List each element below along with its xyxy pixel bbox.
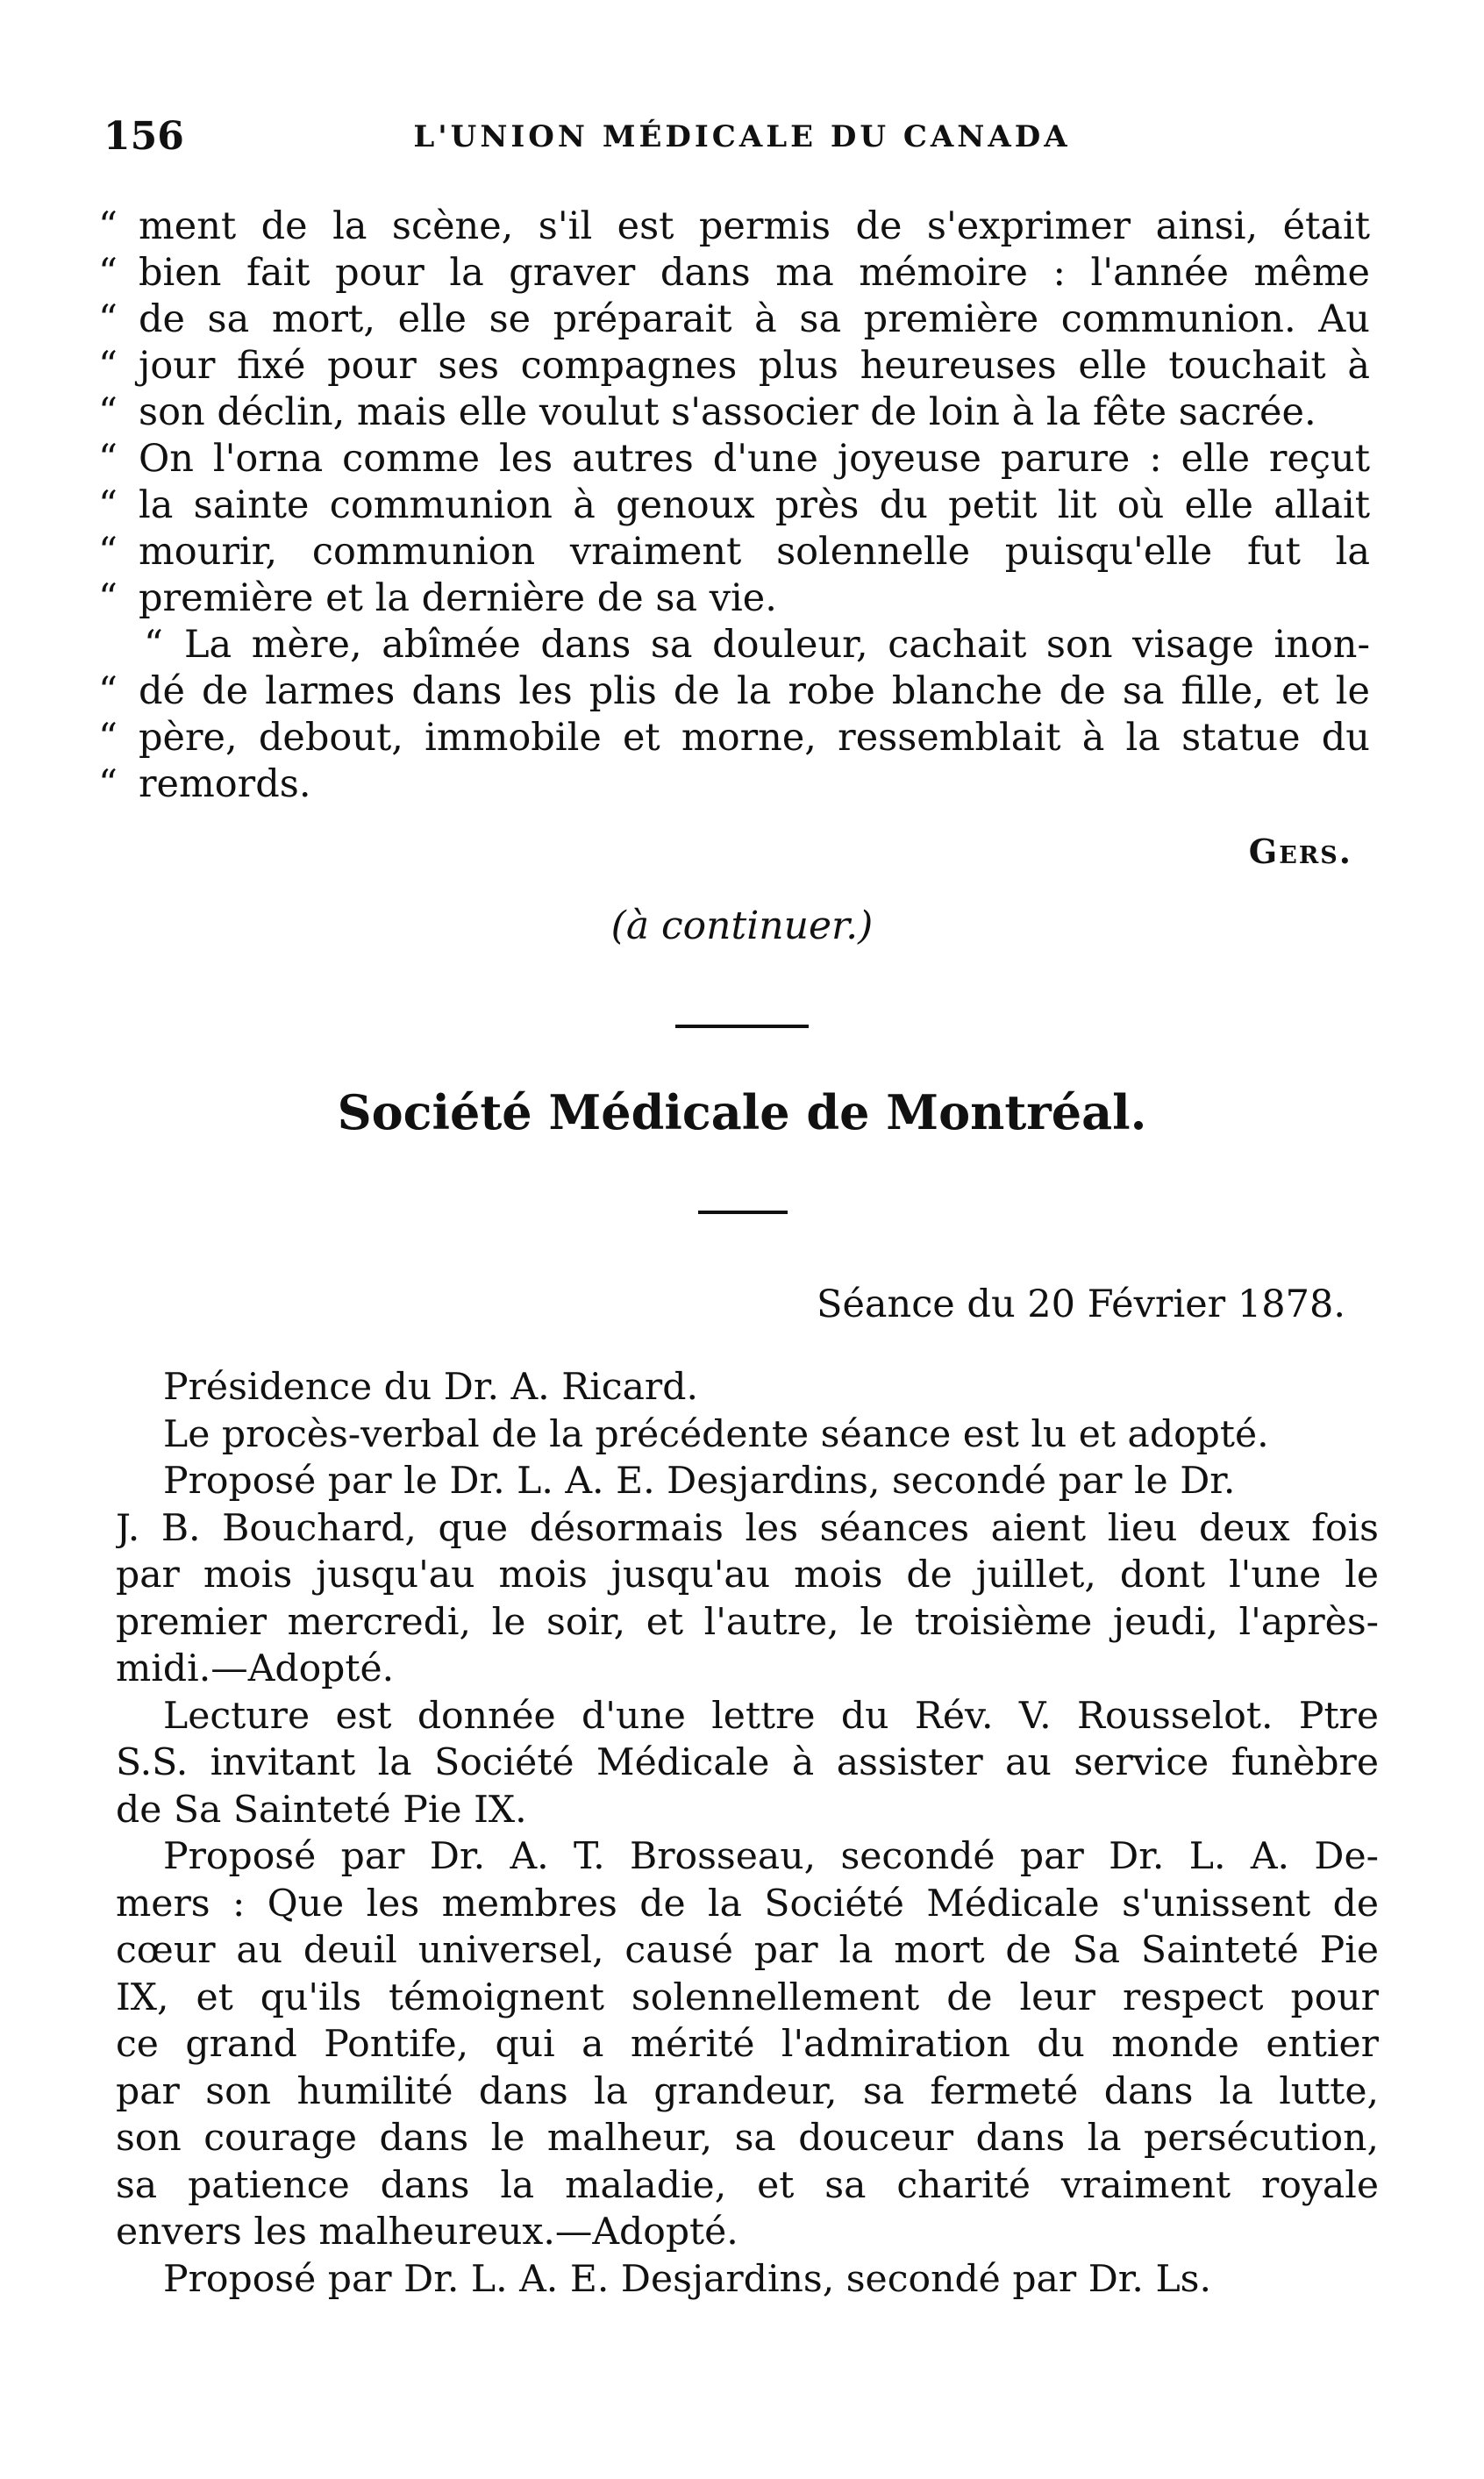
text-line: Présidence du Dr. A. Ricard.	[163, 1366, 698, 1409]
quote-line	[98, 296, 1370, 343]
text-line: S.S. invitant la Société Médicale à assister au service funèbre	[116, 1741, 1379, 1784]
text-line: Proposé par Dr. A. T. Brosseau, secondé par Dr. L. A. De-	[163, 1835, 1379, 1878]
quotation-mark: “	[98, 344, 118, 388]
quote-line	[98, 575, 1370, 622]
page-number: 156	[103, 114, 184, 159]
text-line: de Sa Sainteté Pie IX.	[116, 1788, 527, 1832]
quote-line	[98, 529, 1370, 575]
text-line: envers les malheureux.—Adopté.	[116, 2211, 738, 2254]
quote-line-text: remords.	[139, 762, 311, 806]
section-divider	[675, 1025, 809, 1028]
quote-line-text: mourir, communion vraiment solennelle puisqu'elle fut la	[139, 530, 1370, 574]
quote-line	[98, 668, 1370, 715]
quote-line	[98, 482, 1370, 529]
quote-line	[98, 204, 1370, 250]
quote-line-text: La mère, abîmée dans sa douleur, cachait son visage inon-	[184, 623, 1370, 667]
quote-line-text: la sainte communion à genoux près du petit lit où elle allait	[139, 483, 1370, 527]
quote-line	[98, 436, 1370, 482]
text-line: Proposé par le Dr. L. A. E. Desjardins, secondé par le Dr.	[163, 1460, 1236, 1503]
text-line: ce grand Pontife, qui a mérité l'admiration du monde entier	[116, 2023, 1379, 2066]
quote-line-text: de sa mort, elle se préparait à sa première communion. Au	[139, 297, 1370, 341]
quotation-mark: “	[98, 576, 118, 620]
quotation-mark: “	[98, 437, 118, 481]
quote-line-text: jour fixé pour ses compagnes plus heureuses elle touchait à	[139, 344, 1370, 388]
text-line: par mois jusqu'au mois jusqu'au mois de juillet, dont l'une le	[116, 1554, 1379, 1597]
quotation-mark: “	[98, 530, 118, 574]
quotation-mark: “	[98, 251, 118, 295]
text-line: J. B. Bouchard, que désormais les séances aient lieu deux fois	[116, 1506, 1379, 1550]
quote-line-text: son déclin, mais elle voulut s'associer de loin à la fête sacrée.	[139, 390, 1316, 434]
text-line: sa patience dans la maladie, et sa charité vraiment royale	[116, 2163, 1379, 2207]
text-line: Lecture est donnée d'une lettre du Rév. V. Rousselot. Ptre	[163, 1694, 1379, 1738]
quotation-mark: “	[98, 669, 118, 713]
minutes-body	[116, 1364, 1379, 2303]
text-line: mers : Que les membres de la Société Médicale s'unissent de	[116, 1882, 1379, 1925]
quote-line-text: première et la dernière de sa vie.	[139, 576, 777, 620]
quote-line-text: bien fait pour la graver dans ma mémoire : l'année même	[139, 251, 1370, 295]
quote-line	[98, 389, 1370, 436]
quote-line	[98, 343, 1370, 389]
text-line: cœur au deuil universel, causé par la mort de Sa Sainteté Pie	[116, 1929, 1379, 1972]
text-line: Proposé par Dr. L. A. E. Desjardins, secondé par Dr. Ls.	[163, 2257, 1211, 2301]
quote-line-text: ment de la scène, s'il est permis de s'exprimer ainsi, était	[139, 204, 1370, 248]
quote-line-text: On l'orna comme les autres d'une joyeuse parure : elle reçut	[139, 437, 1370, 481]
running-title: L'UNION MÉDICALE DU CANADA	[413, 119, 1071, 154]
quotation-mark: “	[98, 204, 118, 248]
page-header	[0, 114, 1484, 167]
text-line: IX, et qu'ils témoignent solennellement de leur respect pour	[116, 1975, 1379, 2019]
quotation-mark: “	[98, 716, 118, 760]
quotation-mark: “	[98, 297, 118, 341]
quote-line-text: père, debout, immobile et morne, ressemblait à la statue du	[139, 716, 1370, 760]
quoted-passage	[98, 204, 1370, 808]
text-line: midi.—Adopté.	[116, 1647, 395, 1690]
author-signature: Gers.	[1248, 832, 1352, 871]
text-line: par son humilité dans la grandeur, sa fermeté dans la lutte,	[116, 2069, 1379, 2113]
quotation-mark: “	[144, 623, 163, 667]
quotation-mark: “	[98, 390, 118, 434]
session-date: Séance du 20 Février 1878.	[816, 1282, 1345, 1326]
title-divider	[698, 1211, 788, 1214]
text-line: premier mercredi, le soir, et l'autre, le troisième jeudi, l'après-	[116, 1600, 1379, 1644]
quote-line	[98, 250, 1370, 296]
quote-line	[98, 622, 1370, 668]
quote-line	[98, 761, 1370, 808]
quote-line-text: dé de larmes dans les plis de la robe blanche de sa fille, et le	[139, 669, 1370, 713]
text-line: son courage dans le malheur, sa douceur dans la persécution,	[116, 2117, 1379, 2160]
text-line: Le procès-verbal de la précédente séance est lu et adopté.	[163, 1412, 1269, 1456]
quotation-mark: “	[98, 483, 118, 527]
section-title: Société Médicale de Montréal.	[337, 1084, 1147, 1140]
quote-line	[98, 715, 1370, 761]
quotation-mark: “	[98, 762, 118, 806]
continuation-note: (à continuer.)	[610, 904, 874, 948]
